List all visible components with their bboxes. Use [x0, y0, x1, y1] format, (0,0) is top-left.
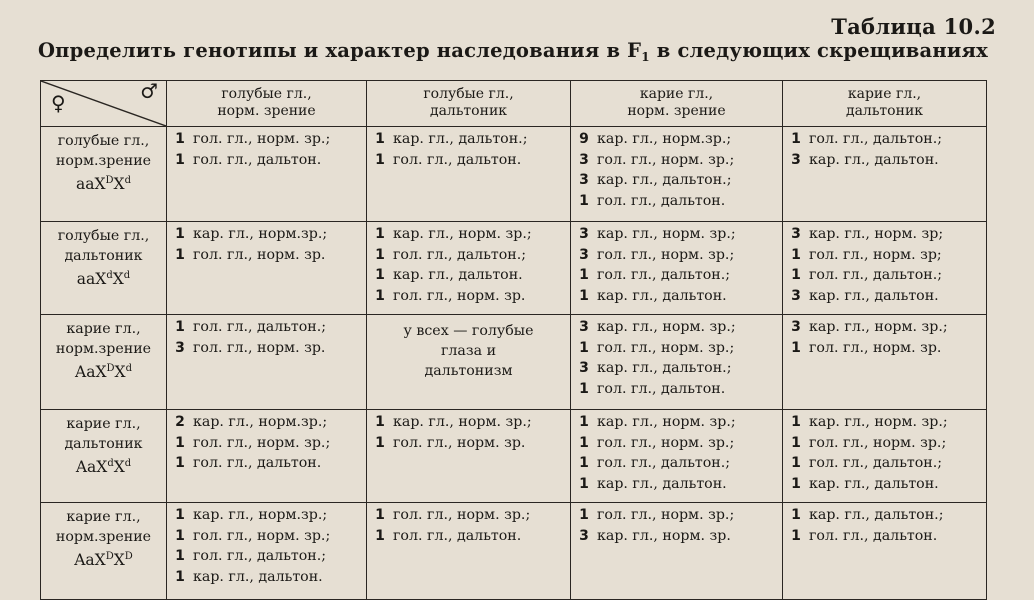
genotype-part: AaX: [74, 551, 106, 570]
offspring-line: [167, 247, 366, 268]
offspring-line: [571, 476, 782, 497]
phenotype-text: кар. гл., дальтон.: [393, 267, 523, 283]
female-symbol-icon: ♀: [51, 91, 66, 115]
ratio-number: 1: [175, 527, 185, 544]
offspring-line: [167, 340, 366, 361]
table-row: [41, 410, 987, 503]
header-row: [41, 81, 987, 127]
ratio-number: 3: [791, 151, 801, 168]
phenotype-text: гол. гл., норм. зр.: [393, 287, 526, 304]
offspring-line: [167, 226, 366, 247]
ratio-number: 3: [579, 172, 589, 188]
row-header: [41, 503, 167, 600]
phenotype-text: гол. гл., норм. зр.;: [597, 507, 735, 523]
offspring-cell: [167, 315, 367, 410]
row-header-line: голубые гл.,: [57, 133, 150, 149]
genotype-allele: d: [106, 270, 113, 281]
offspring-line: [367, 288, 570, 309]
genotype: [41, 547, 166, 570]
offspring-cell: [571, 222, 783, 315]
phenotype-text: гол. гл., дальтон.: [597, 380, 726, 397]
offspring-line: [367, 152, 570, 173]
table-row: [41, 503, 987, 600]
offspring-note-line: глаза и: [440, 343, 497, 359]
column-header-line: норм. зрение: [627, 103, 726, 119]
genotype-part: X: [113, 551, 125, 570]
offspring-line: [167, 569, 366, 590]
offspring-cell: [571, 315, 783, 410]
phenotype-text: гол. гл., дальтон.;: [393, 246, 527, 263]
ratio-number: 1: [375, 434, 385, 451]
offspring-line: [783, 340, 986, 361]
offspring-note-line: у всех — голубые: [403, 323, 534, 339]
offspring-line: [783, 435, 986, 456]
offspring-line: [167, 131, 366, 152]
ratio-number: 1: [791, 246, 801, 263]
offspring-cell: [367, 503, 571, 600]
ratio-number: 2: [175, 414, 185, 430]
offspring-line: [167, 414, 366, 435]
ratio-number: 1: [375, 226, 385, 242]
ratio-number: 1: [175, 246, 185, 263]
offspring-line: [783, 319, 986, 340]
column-header-0: [167, 81, 367, 127]
genotype-part: AaX: [75, 458, 108, 477]
phenotype-text: гол. гл., норм. зр.;: [597, 151, 735, 168]
phenotype-text: кар. гл., норм.зр.;: [193, 414, 328, 430]
offspring-line: [571, 507, 782, 528]
phenotype-text: гол. гл., норм. зр.: [393, 434, 526, 451]
phenotype-text: гол. гл., норм. зр.;: [809, 434, 947, 451]
column-header-line: норм. зрение: [217, 103, 316, 119]
phenotype-text: кар. гл., дальтон.: [809, 287, 939, 304]
column-header-line: дальтоник: [845, 103, 924, 119]
genotype-allele: D: [105, 551, 114, 562]
offspring-line: [571, 152, 782, 173]
male-symbol-icon: ♂: [140, 79, 158, 103]
offspring-line: [571, 528, 782, 549]
ratio-number: 1: [579, 380, 589, 397]
phenotype-text: гол. гл., норм. зр.;: [597, 339, 735, 356]
offspring-line: [367, 435, 570, 456]
offspring-cell: [571, 503, 783, 600]
ratio-number: 1: [175, 319, 185, 335]
genotype: [41, 266, 166, 289]
genotype-allele: d: [124, 175, 131, 186]
offspring-line: [783, 528, 986, 549]
column-header-1: [367, 81, 571, 127]
ratio-number: 1: [175, 151, 185, 168]
table-caption: [38, 39, 998, 64]
offspring-line: [571, 226, 782, 247]
phenotype-text: гол. гл., норм. зр.;: [193, 131, 331, 147]
phenotype-text: гол. гл., норм. зр.;: [597, 246, 735, 263]
offspring-line: [367, 414, 570, 435]
phenotype-text: кар. гл., норм. зр.;: [809, 414, 948, 430]
genotype-part: X: [113, 458, 125, 477]
offspring-cell: [367, 315, 571, 410]
offspring-line: [783, 476, 986, 497]
ratio-number: 1: [375, 131, 385, 147]
phenotype-text: гол. гл., дальтон.;: [809, 267, 943, 283]
offspring-cell: [571, 127, 783, 222]
offspring-line: [571, 267, 782, 288]
offspring-line: [571, 381, 782, 402]
ratio-number: 1: [579, 339, 589, 356]
ratio-number: 1: [579, 267, 589, 283]
row-header-line: норм.зрение: [55, 529, 152, 545]
row-header-line: дальтоник: [64, 248, 143, 264]
offspring-line: [167, 507, 366, 528]
ratio-number: 1: [175, 568, 185, 585]
ratio-number: 1: [791, 339, 801, 356]
ratio-number: 3: [791, 319, 801, 335]
offspring-line: [571, 414, 782, 435]
offspring-cell: [783, 410, 987, 503]
phenotype-text: гол. гл., норм. зр;: [809, 246, 942, 263]
ratio-number: 1: [791, 131, 801, 147]
genotype-part: X: [112, 270, 124, 289]
phenotype-text: кар. гл., норм. зр.;: [393, 226, 532, 242]
phenotype-text: кар. гл., дальтон.;: [393, 131, 528, 147]
offspring-note: [367, 319, 570, 381]
offspring-line: [367, 247, 570, 268]
ratio-number: 3: [175, 339, 185, 356]
offspring-line: [571, 247, 782, 268]
offspring-cell: [167, 222, 367, 315]
genotype-allele: d: [123, 270, 131, 281]
genotype: [41, 454, 166, 477]
row-header-line: карие гл.,: [66, 509, 141, 525]
row-header: [41, 315, 167, 410]
column-header-line: карие гл.,: [639, 86, 714, 102]
ratio-number: 3: [791, 226, 801, 242]
phenotype-text: гол. гл., дальтон.: [393, 151, 522, 168]
offspring-line: [367, 528, 570, 549]
phenotype-text: кар. гл., норм. зр;: [809, 226, 944, 242]
phenotype-text: кар. гл., норм.зр.;: [193, 226, 328, 242]
offspring-line: [367, 267, 570, 288]
ratio-number: 3: [791, 287, 801, 304]
phenotype-text: кар. гл., дальтон.: [597, 475, 727, 492]
table-number: Таблица 10.2: [831, 14, 996, 39]
phenotype-text: гол. гл., норм. зр.;: [393, 507, 531, 523]
offspring-cell: [367, 410, 571, 503]
ratio-number: 1: [375, 267, 385, 283]
offspring-line: [783, 455, 986, 476]
offspring-line: [571, 455, 782, 476]
ratio-number: 3: [579, 319, 589, 335]
caption-text-before: Определить генотипы и характер наследования в F: [38, 39, 642, 62]
offspring-line: [571, 131, 782, 152]
genotype-allele: d: [107, 458, 114, 469]
ratio-number: 3: [579, 226, 589, 242]
phenotype-text: кар. гл., норм. зр.;: [597, 226, 736, 242]
offspring-cell: [167, 410, 367, 503]
offspring-line: [783, 247, 986, 268]
phenotype-text: кар. гл., норм.зр.;: [597, 131, 732, 147]
genotype: [41, 359, 166, 382]
genotype-part: X: [113, 175, 125, 194]
caption-subscript: 1: [641, 50, 650, 64]
column-header-line: дальтоник: [429, 103, 508, 119]
offspring-cell: [367, 127, 571, 222]
ratio-number: 1: [579, 192, 589, 209]
genotype-part: AaX: [75, 363, 107, 382]
row-header: [41, 127, 167, 222]
offspring-cell: [571, 410, 783, 503]
column-header-line: карие гл.,: [847, 86, 922, 102]
ratio-number: 1: [175, 507, 185, 523]
ratio-number: 1: [791, 267, 801, 283]
phenotype-text: гол. гл., дальтон.;: [809, 455, 943, 471]
phenotype-text: кар. гл., дальтон.: [193, 568, 323, 585]
phenotype-text: гол. гл., дальтон.: [193, 455, 322, 471]
ratio-number: 1: [175, 131, 185, 147]
phenotype-text: кар. гл., норм. зр.: [597, 527, 731, 544]
ratio-number: 9: [579, 131, 589, 147]
phenotype-text: гол. гл., норм. зр.;: [193, 527, 331, 544]
phenotype-text: кар. гл., норм. зр.;: [597, 319, 736, 335]
ratio-number: 1: [375, 414, 385, 430]
genotype-part: aaX: [75, 175, 106, 194]
ratio-number: 1: [375, 246, 385, 263]
phenotype-text: гол. гл., дальтон.;: [597, 267, 731, 283]
phenotype-text: кар. гл., норм. зр.;: [393, 414, 532, 430]
ratio-number: 1: [579, 434, 589, 451]
phenotype-text: кар. гл., норм.зр.;: [193, 507, 328, 523]
genotype-allele: d: [125, 363, 132, 374]
column-header-line: голубые гл.,: [423, 86, 514, 102]
table-row: [41, 222, 987, 315]
row-header-line: карие гл.,: [66, 416, 141, 432]
offspring-note-line: дальтонизм: [424, 363, 513, 379]
genotype-allele: D: [124, 551, 133, 562]
ratio-number: 1: [175, 455, 185, 471]
phenotype-text: гол. гл., норм. зр.: [193, 339, 326, 356]
offspring-line: [571, 340, 782, 361]
phenotype-text: гол. гл., дальтон.;: [193, 548, 327, 564]
genotype: [41, 171, 166, 194]
ratio-number: 3: [579, 360, 589, 376]
ratio-number: 1: [175, 434, 185, 451]
offspring-line: [571, 172, 782, 193]
phenotype-text: кар. гл., дальтон.: [809, 151, 939, 168]
genotype-part: X: [114, 363, 126, 382]
offspring-line: [167, 548, 366, 569]
genotype-allele: D: [105, 175, 114, 186]
row-header-line: карие гл.,: [66, 321, 141, 337]
genotype-part: aaX: [76, 270, 107, 289]
ratio-number: 1: [175, 548, 185, 564]
phenotype-text: гол. гл., дальтон.: [193, 151, 322, 168]
ratio-number: 1: [579, 507, 589, 523]
genotype-allele: D: [106, 363, 115, 374]
column-header-2: [571, 81, 783, 127]
ratio-number: 1: [791, 414, 801, 430]
phenotype-text: кар. гл., норм. зр.;: [597, 414, 736, 430]
ratio-number: 1: [375, 151, 385, 168]
offspring-line: [571, 193, 782, 214]
table-body: [41, 127, 987, 600]
table-row: [41, 315, 987, 410]
genotype-allele: d: [124, 458, 132, 469]
offspring-line: [783, 414, 986, 435]
offspring-line: [167, 528, 366, 549]
table-row: [41, 127, 987, 222]
offspring-cell: [783, 222, 987, 315]
offspring-cell: [783, 127, 987, 222]
phenotype-text: гол. гл., норм. зр.: [809, 339, 942, 356]
ratio-number: 1: [579, 475, 589, 492]
phenotype-text: кар. гл., дальтон.;: [809, 507, 944, 523]
offspring-line: [167, 455, 366, 476]
ratio-number: 3: [579, 151, 589, 168]
ratio-number: 1: [791, 475, 801, 492]
offspring-line: [783, 131, 986, 152]
ratio-number: 1: [375, 507, 385, 523]
row-header-line: голубые гл.,: [57, 228, 150, 244]
phenotype-text: гол. гл., дальтон.: [393, 527, 522, 544]
offspring-line: [783, 288, 986, 309]
corner-cell: [41, 81, 167, 127]
row-header-line: дальтоник: [64, 436, 143, 452]
offspring-line: [167, 435, 366, 456]
phenotype-text: гол. гл., норм. зр.;: [597, 434, 735, 451]
crossing-table: [40, 80, 987, 600]
phenotype-text: гол. гл., норм. зр.;: [193, 434, 331, 451]
column-header-line: голубые гл.,: [221, 86, 312, 102]
phenotype-text: кар. гл., дальтон.;: [597, 172, 732, 188]
ratio-number: 3: [579, 527, 589, 544]
offspring-line: [571, 319, 782, 340]
offspring-line: [783, 267, 986, 288]
ratio-number: 3: [579, 246, 589, 263]
offspring-cell: [167, 503, 367, 600]
phenotype-text: гол. гл., дальтон.: [809, 527, 938, 544]
ratio-number: 1: [579, 287, 589, 304]
offspring-cell: [783, 315, 987, 410]
ratio-number: 1: [791, 434, 801, 451]
phenotype-text: кар. гл., дальтон.;: [597, 360, 732, 376]
offspring-line: [367, 131, 570, 152]
ratio-number: 1: [375, 527, 385, 544]
offspring-line: [167, 152, 366, 173]
offspring-line: [571, 435, 782, 456]
offspring-line: [783, 226, 986, 247]
phenotype-text: гол. гл., дальтон.;: [597, 455, 731, 471]
phenotype-text: кар. гл., дальтон.: [597, 287, 727, 304]
ratio-number: 1: [579, 455, 589, 471]
phenotype-text: кар. гл., норм. зр.;: [809, 319, 948, 335]
phenotype-text: гол. гл., дальтон.;: [193, 319, 327, 335]
phenotype-text: гол. гл., норм. зр.: [193, 246, 326, 263]
phenotype-text: гол. гл., дальтон.: [597, 192, 726, 209]
offspring-line: [571, 360, 782, 381]
offspring-cell: [167, 127, 367, 222]
ratio-number: 1: [579, 414, 589, 430]
row-header: [41, 222, 167, 315]
offspring-line: [571, 288, 782, 309]
phenotype-text: кар. гл., дальтон.: [809, 475, 939, 492]
ratio-number: 1: [791, 527, 801, 544]
offspring-line: [167, 319, 366, 340]
row-header-line: норм.зрение: [55, 153, 152, 169]
ratio-number: 1: [375, 287, 385, 304]
column-header-3: [783, 81, 987, 127]
caption-text-after: в следующих скрещиваниях: [649, 39, 988, 62]
offspring-line: [367, 226, 570, 247]
offspring-cell: [367, 222, 571, 315]
offspring-cell: [783, 503, 987, 600]
offspring-line: [783, 507, 986, 528]
ratio-number: 1: [175, 226, 185, 242]
ratio-number: 1: [791, 507, 801, 523]
offspring-line: [367, 507, 570, 528]
offspring-line: [783, 152, 986, 173]
row-header-line: норм.зрение: [55, 341, 152, 357]
phenotype-text: гол. гл., дальтон.;: [809, 131, 943, 147]
row-header: [41, 410, 167, 503]
ratio-number: 1: [791, 455, 801, 471]
